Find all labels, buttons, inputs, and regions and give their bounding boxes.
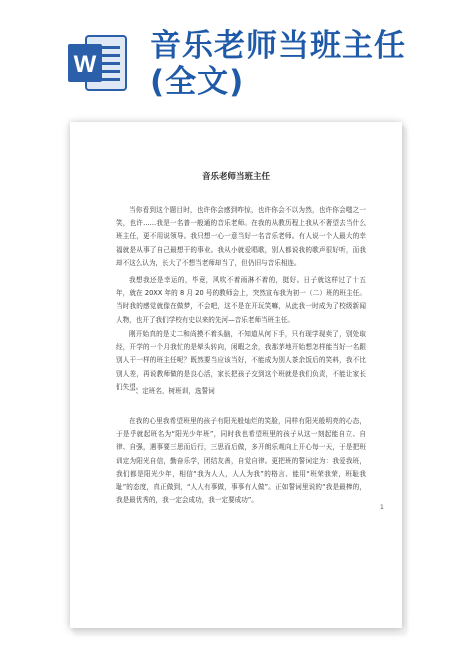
title-line-1: 音乐老师当班主任 bbox=[150, 28, 406, 64]
title-line-2: (全文) bbox=[150, 64, 245, 100]
document-title: 音乐老师当班主任 bbox=[201, 172, 270, 182]
page-title bbox=[150, 28, 470, 100]
paragraph-2: 我想我还是幸运的，毕竟，风吹不着雨淋不着的，挺好。日子就这样过了十五年，就在 20XX 年的 8 月 20 号的教师会上，突然宣布我为初一（二）班的班主任。当时我的感觉就像在做梦，不会吧，这不是在开玩笑嘛，从此我一时成为了校级新闻人物，也开了我们学校有史以来的先河—音乐老师当班主任。 bbox=[116, 276, 366, 324]
paragraph-3: 刚开始真的是丈二和尚摸不着头脑，不知道从何下手，只有现学现卖了，别处取经，开学的一个月我忙的是晕头转向，闲暇之余，我那茅地开始想怎样能当好一名跟别人干一样的班主任呢？既然要当应该当好，不能成为别人茶余饭后的笑料，我不比别人差，再说教师做的是良心活，家长把孩子交到这个班就是我们负责，不能让家长们失望。 bbox=[116, 330, 366, 391]
page-number: 1 bbox=[380, 504, 384, 511]
paragraph-1: 当你看到这个题目时，也许你会感到咋惊，也许你会不以为然，也许你会嗤之一笑，也许……我是一名普一般通的音乐老师。在我的从教历程上我从不奢望去当什么班主任，更不用说领导。我只想一心一意当好一名音乐老师。有人说一个人最大的幸福就是从事了自己最想干的事业。我从小就爱唱歌，别人都说我的歌声很好听，而我却不这么认为，长大了不想当老师却当了，但仍旧与音乐相连。 bbox=[116, 206, 366, 267]
document-page bbox=[70, 122, 402, 628]
word-icon-letter: W bbox=[73, 51, 97, 78]
section-heading: 一、定班名，树班训，选誓词 bbox=[129, 387, 215, 395]
paragraph-4: 在我的心里我希望班里的孩子有阳光般灿烂的笑脸，同样有阳光般明亮的心态，于是乎就起班名为“阳光少年班”，同时我也希望班里的孩子从这一刻起能自立、自律、自强，遇事要三思而后行，三思而后做，多开朗乐观向上开心每一天，于是把班训定为阳光自信，勤奋乐学，团结友善，自觉自律。更把班的誓词定为：我爱我班，我们都是阳光少年，相信“我为人人，人人为我”的格言、能用“班荣我荣，班耻我耻”的态度，真正做到，“人人有事做，事事有人做”。正如誓词里说的“我是最棒的，我是最优秀的，我一定会成功，我一定要成功”。 bbox=[116, 417, 366, 505]
header-banner bbox=[0, 0, 474, 108]
word-document-icon bbox=[64, 30, 130, 96]
